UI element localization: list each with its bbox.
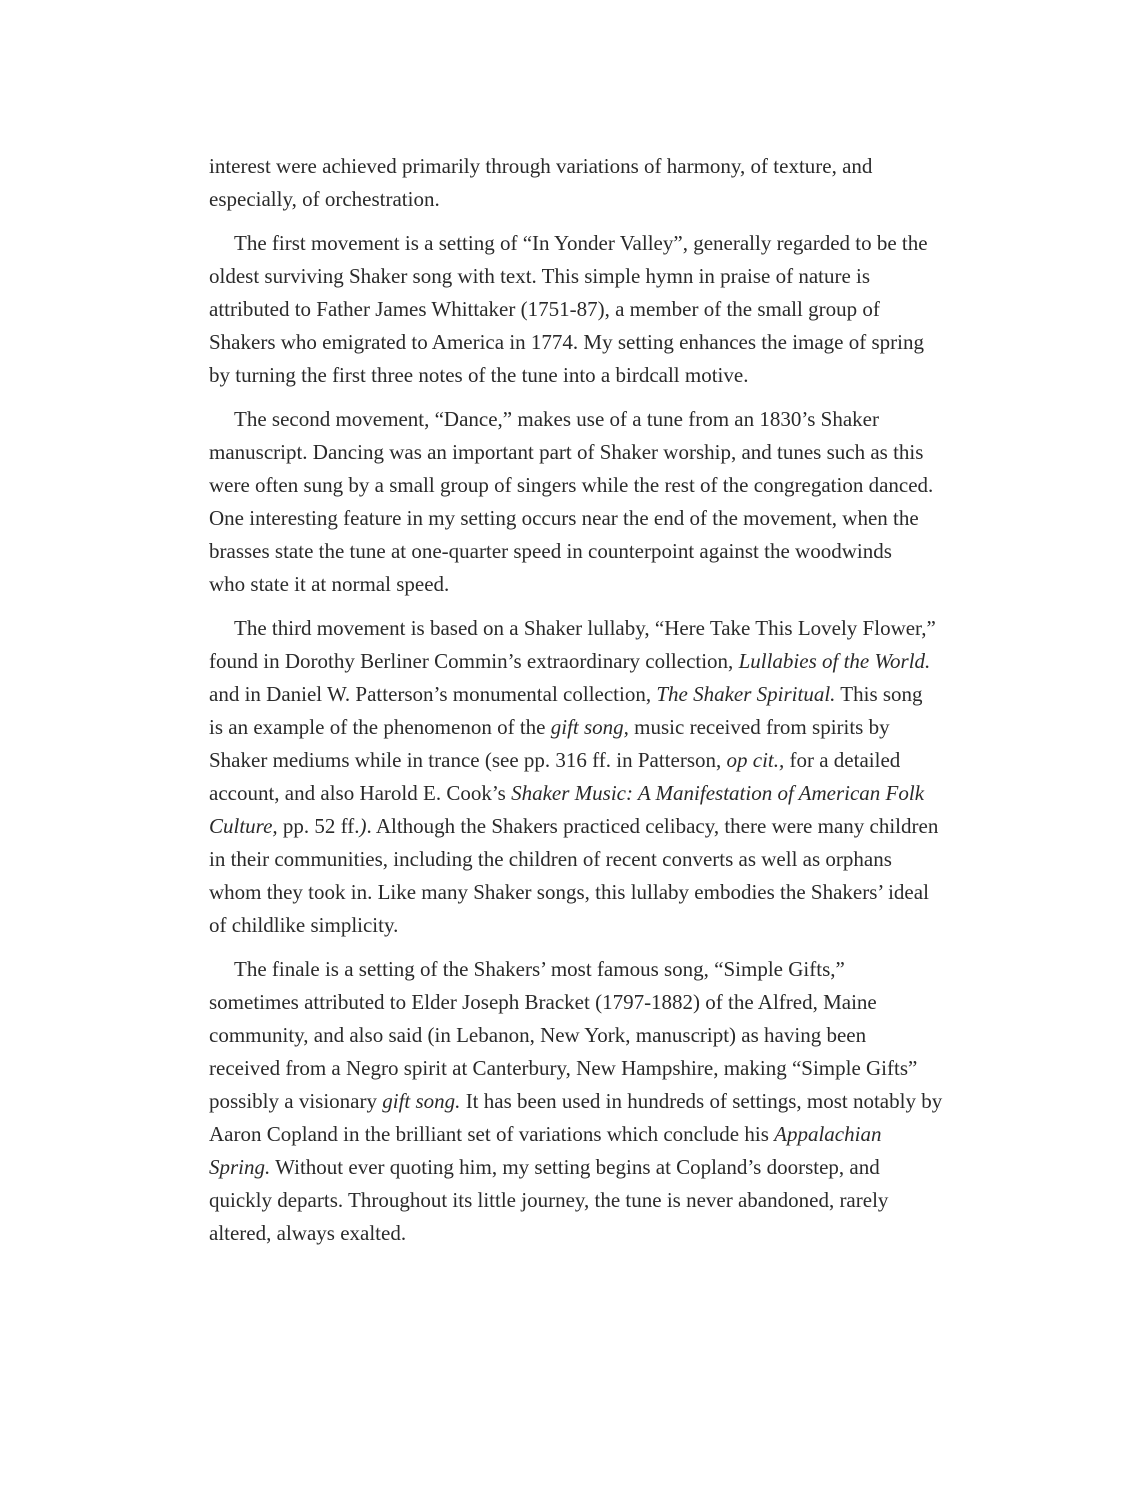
text-line xyxy=(209,260,929,293)
text-run: is an example of the phenomenon of the xyxy=(209,715,551,739)
text-line xyxy=(209,359,929,392)
text-line xyxy=(209,1184,929,1217)
text-run: found in Dorothy Berliner Commin’s extraordinary collection, xyxy=(209,649,739,673)
text-line xyxy=(209,403,929,436)
text-run: The first movement is a setting of “In Yonder Valley”, generally regarded to be the xyxy=(234,231,928,255)
text-line xyxy=(209,843,929,876)
italic-text-run: gift song, xyxy=(550,715,629,739)
text-run: for a detailed xyxy=(784,748,901,772)
paragraph xyxy=(209,612,939,942)
text-line xyxy=(209,227,929,260)
text-run: were often sung by a small group of singers while the rest of the congregation danced. xyxy=(209,473,934,497)
text-line xyxy=(209,986,929,1019)
text-line xyxy=(209,1085,943,1118)
italic-text-run: The Shaker Spiritual. xyxy=(656,682,836,706)
italic-text-run: Appalachian xyxy=(774,1122,882,1146)
text-run: who state it at normal speed. xyxy=(209,572,450,596)
text-run: and in Daniel W. Patterson’s monumental collection, xyxy=(209,682,657,706)
text-line xyxy=(209,502,929,535)
text-line xyxy=(209,1151,929,1184)
text-run: interest were achieved primarily through variations of harmony, of texture, and xyxy=(209,154,873,178)
italic-text-run: Spring. xyxy=(209,1155,271,1179)
text-run: of childlike simplicity. xyxy=(209,913,399,937)
text-run: oldest surviving Shaker song with text. This simple hymn in praise of nature is xyxy=(209,264,871,288)
text-run: sometimes attributed to Elder Joseph Bracket (1797-1882) of the Alfred, Maine xyxy=(209,990,877,1014)
text-line xyxy=(209,1019,929,1052)
paragraph xyxy=(209,403,934,601)
text-run: manuscript. Dancing was an important part of Shaker worship, and tunes such as this xyxy=(209,440,924,464)
text-line xyxy=(209,469,934,502)
text-run: It has been used in hundreds of settings, most notably by xyxy=(460,1089,943,1113)
text-line xyxy=(209,436,929,469)
paragraph xyxy=(209,150,929,216)
text-run: community, and also said (in Lebanon, New York, manuscript) as having been xyxy=(209,1023,867,1047)
text-run: possibly a visionary xyxy=(209,1089,383,1113)
text-run: account, and also Harold E. Cook’s xyxy=(209,781,512,805)
document-body xyxy=(209,150,943,1261)
text-line xyxy=(209,326,929,359)
text-run: Shaker mediums while in trance (see pp. 316 ff. in Patterson, xyxy=(209,748,727,772)
text-run: Without ever quoting him, my setting begins at Copland’s doorstep, and xyxy=(270,1155,880,1179)
text-run: pp. 52 ff. xyxy=(277,814,360,838)
text-line xyxy=(209,953,929,986)
text-line xyxy=(209,183,929,216)
text-line xyxy=(209,612,936,645)
text-run: The third movement is based on a Shaker lullaby, “Here Take This Lovely Flower,” xyxy=(234,616,936,640)
text-run: This song xyxy=(835,682,923,706)
text-line xyxy=(209,293,929,326)
text-line xyxy=(209,876,929,909)
text-run: received from a Negro spirit at Canterbury, New Hampshire, making “Simple Gifts” xyxy=(209,1056,918,1080)
text-line xyxy=(209,1217,929,1250)
italic-text-run: op cit., xyxy=(726,748,785,772)
text-run: whom they took in. Like many Shaker songs, this lullaby embodies the Shakers’ ideal xyxy=(209,880,929,904)
text-line xyxy=(209,1052,929,1085)
text-line xyxy=(209,744,929,777)
text-line xyxy=(209,568,929,601)
text-line xyxy=(209,777,929,810)
text-line xyxy=(209,150,929,183)
text-run: music received from spirits by xyxy=(628,715,890,739)
text-line xyxy=(209,535,929,568)
text-line xyxy=(209,1118,929,1151)
text-run: The second movement, “Dance,” makes use of a tune from an 1830’s Shaker xyxy=(234,407,879,431)
text-run: attributed to Father James Whittaker (1751-87), a member of the small group of xyxy=(209,297,880,321)
text-run: altered, always exalted. xyxy=(209,1221,407,1245)
text-run: Shakers who emigrated to America in 1774. My setting enhances the image of spring xyxy=(209,330,924,354)
text-line xyxy=(209,645,929,678)
text-line xyxy=(209,678,929,711)
italic-text-run: ) xyxy=(359,814,367,838)
text-run: especially, of orchestration. xyxy=(209,187,440,211)
italic-text-run: Culture, xyxy=(209,814,278,838)
text-run: in their communities, including the children of recent converts as well as orphans xyxy=(209,847,892,871)
italic-text-run: gift song. xyxy=(382,1089,461,1113)
italic-text-run: Shaker Music: A Manifestation of American Folk xyxy=(511,781,925,805)
text-run: One interesting feature in my setting occurs near the end of the movement, when the xyxy=(209,506,919,530)
text-line xyxy=(209,810,939,843)
text-run: Aaron Copland in the brilliant set of variations which conclude his xyxy=(209,1122,775,1146)
text-run: brasses state the tune at one-quarter speed in counterpoint against the woodwinds xyxy=(209,539,892,563)
italic-text-run: Lullabies of the World. xyxy=(738,649,931,673)
paragraph xyxy=(209,227,929,392)
text-line xyxy=(209,711,929,744)
text-run: by turning the first three notes of the tune into a birdcall motive. xyxy=(209,363,749,387)
text-run: quickly departs. Throughout its little journey, the tune is never abandoned, rarely xyxy=(209,1188,889,1212)
text-run: . Although the Shakers practiced celibacy, there were many children xyxy=(366,814,939,838)
paragraph xyxy=(209,953,943,1250)
text-run: The finale is a setting of the Shakers’ most famous song, “Simple Gifts,” xyxy=(234,957,845,981)
text-line xyxy=(209,909,929,942)
